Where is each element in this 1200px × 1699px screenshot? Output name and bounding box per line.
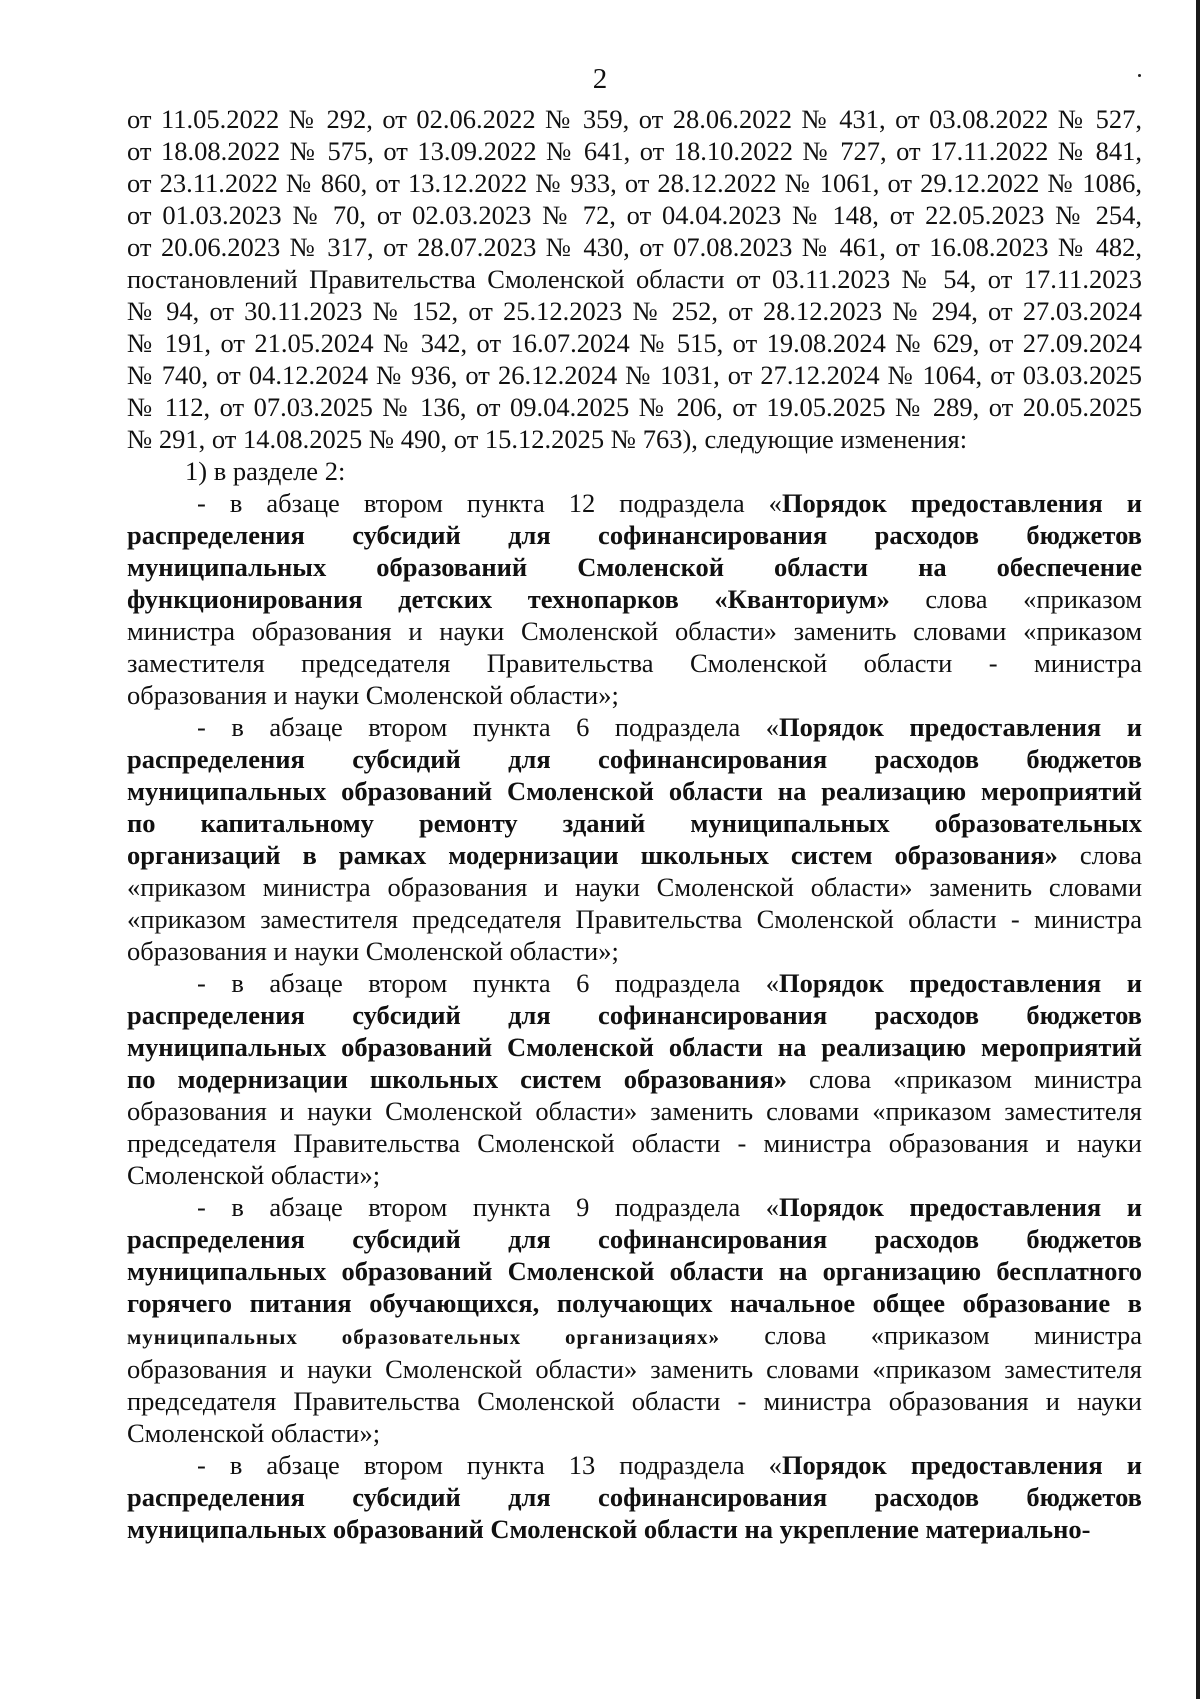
bold-text-segment: муниципальных образовательных организациях» xyxy=(127,1325,720,1349)
text-segment: № 112, от 07.03.2025 № 136, от 09.04.2025 № 206, от 19.05.2025 № 289, от 20.05.2025 xyxy=(127,392,1142,422)
text-segment: - в абзаце втором пункта 6 подраздела « xyxy=(197,968,779,998)
text-segment: - в абзаце втором пункта 9 подраздела « xyxy=(197,1192,779,1222)
bold-text-segment: Порядок предоставления и xyxy=(778,712,1142,742)
text-segment: слова «приказом министра xyxy=(786,1064,1142,1094)
bold-text-segment: распределения субсидий для софинансирования расходов бюджетов xyxy=(127,520,1142,550)
text-line xyxy=(127,1095,1142,1127)
text-segment: образования и науки Смоленской области» заменить словами «приказом заместителя xyxy=(127,1096,1142,1126)
text-segment: слова «приказом xyxy=(889,584,1142,614)
bold-text-segment: по капитальному ремонту зданий муниципальных образовательных xyxy=(127,808,1142,838)
text-line xyxy=(127,455,1142,487)
text-line xyxy=(127,1031,1142,1063)
text-line xyxy=(127,1127,1142,1159)
text-line xyxy=(127,1319,1142,1353)
text-line xyxy=(127,807,1142,839)
text-line xyxy=(127,743,1142,775)
text-line xyxy=(127,359,1142,391)
bold-text-segment: распределения субсидий для софинансирования расходов бюджетов xyxy=(127,1482,1142,1512)
text-segment: № 740, от 04.12.2024 № 936, от 26.12.2024 № 1031, от 27.12.2024 № 1064, от 03.03.2025 xyxy=(127,360,1142,390)
bold-text-segment: Порядок предоставления и xyxy=(781,488,1142,518)
text-segment: Смоленской области»; xyxy=(127,1160,381,1190)
text-line xyxy=(127,167,1142,199)
bold-text-segment: распределения субсидий для софинансирования расходов бюджетов xyxy=(127,744,1142,774)
text-line xyxy=(127,1223,1142,1255)
text-line xyxy=(127,327,1142,359)
text-line xyxy=(127,711,1142,743)
text-line xyxy=(127,583,1142,615)
text-segment: от 18.08.2022 № 575, от 13.09.2022 № 641, от 18.10.2022 № 727, от 17.11.2022 № 841, xyxy=(127,136,1142,166)
text-line xyxy=(127,487,1142,519)
text-segment: слова xyxy=(1057,840,1142,870)
page-number: 2 xyxy=(592,63,608,95)
text-line xyxy=(127,647,1142,679)
text-segment: № 291, от 14.08.2025 № 490, от 15.12.2025 № 763), следующие изменения: xyxy=(127,424,968,454)
document-body xyxy=(127,103,1142,1545)
text-line xyxy=(127,231,1142,263)
bold-text-segment: распределения субсидий для софинансирования расходов бюджетов xyxy=(127,1224,1142,1254)
text-segment: № 94, от 30.11.2023 № 152, от 25.12.2023 № 252, от 28.12.2023 № 294, от 27.03.2024 xyxy=(127,296,1142,326)
text-line xyxy=(127,1287,1142,1319)
text-segment: образования и науки Смоленской области»; xyxy=(127,936,619,966)
text-segment: министра образования и науки Смоленской области» заменить словами «приказом xyxy=(127,616,1142,646)
text-line xyxy=(127,839,1142,871)
text-line xyxy=(127,775,1142,807)
text-segment: - в абзаце втором пункта 6 подраздела « xyxy=(197,712,779,742)
text-segment: - в абзаце втором пункта 13 подраздела « xyxy=(197,1450,782,1480)
text-segment: образования и науки Смоленской области»; xyxy=(127,680,619,710)
text-segment: председателя Правительства Смоленской области - министра образования и науки xyxy=(127,1128,1142,1158)
bold-text-segment: муниципальных образований Смоленской области на реализацию мероприятий xyxy=(127,1032,1142,1062)
text-segment: 1) в разделе 2: xyxy=(185,456,346,486)
bold-text-segment: муниципальных образований Смоленской области на укрепление материально- xyxy=(127,1514,1091,1544)
bold-text-segment: по модернизации школьных систем образования» xyxy=(127,1064,787,1094)
text-line xyxy=(127,1191,1142,1223)
text-line xyxy=(127,391,1142,423)
text-line xyxy=(127,1513,1142,1545)
text-segment: от 20.06.2023 № 317, от 28.07.2023 № 430, от 07.08.2023 № 461, от 16.08.2023 № 482, xyxy=(127,232,1142,262)
text-segment: от 11.05.2022 № 292, от 02.06.2022 № 359, от 28.06.2022 № 431, от 03.08.2022 № 527, xyxy=(127,104,1142,134)
bold-text-segment: распределения субсидий для софинансирования расходов бюджетов xyxy=(127,1000,1142,1030)
text-line xyxy=(127,871,1142,903)
text-line xyxy=(127,1449,1142,1481)
text-segment: - в абзаце втором пункта 12 подраздела « xyxy=(197,488,782,518)
text-segment: от 23.11.2022 № 860, от 13.12.2022 № 933, от 28.12.2022 № 1061, от 29.12.2022 № 1086, xyxy=(127,168,1142,198)
bold-text-segment: муниципальных образований Смоленской области на реализацию мероприятий xyxy=(127,776,1142,806)
text-line xyxy=(127,199,1142,231)
bold-text-segment: муниципальных образований Смоленской области на организацию бесплатного xyxy=(127,1256,1142,1286)
text-line xyxy=(127,1481,1142,1513)
text-line xyxy=(127,551,1142,583)
text-line xyxy=(127,263,1142,295)
text-line xyxy=(127,1255,1142,1287)
text-segment: образования и науки Смоленской области» заменить словами «приказом заместителя xyxy=(127,1354,1142,1384)
bold-text-segment: функционирования детских технопарков «Кванториум» xyxy=(127,584,890,614)
text-line xyxy=(127,103,1142,135)
text-segment: № 191, от 21.05.2024 № 342, от 16.07.2024 № 515, от 19.08.2024 № 629, от 27.09.2024 xyxy=(127,328,1142,358)
bold-text-segment: Порядок предоставления и xyxy=(778,1192,1142,1222)
text-segment: постановлений Правительства Смоленской области от 03.11.2023 № 54, от 17.11.2023 xyxy=(127,264,1142,294)
text-line xyxy=(127,295,1142,327)
bold-text-segment: горячего питания обучающихся, получающих начальное общее образование в xyxy=(127,1288,1142,1318)
bold-text-segment: организаций в рамках модернизации школьных систем образования» xyxy=(127,840,1058,870)
text-segment: от 01.03.2023 № 70, от 02.03.2023 № 72, от 04.04.2023 № 148, от 22.05.2023 № 254, xyxy=(127,200,1142,230)
text-line xyxy=(127,519,1142,551)
text-segment: «приказом министра образования и науки Смоленской области» заменить словами xyxy=(127,872,1142,902)
text-line xyxy=(127,999,1142,1031)
text-line xyxy=(127,679,1142,711)
text-line xyxy=(127,1417,1142,1449)
scan-edge xyxy=(1196,0,1200,1699)
text-line xyxy=(127,135,1142,167)
text-line xyxy=(127,1353,1142,1385)
text-line xyxy=(127,615,1142,647)
text-line xyxy=(127,935,1142,967)
text-line xyxy=(127,1063,1142,1095)
text-line xyxy=(127,423,1142,455)
text-segment: «приказом заместителя председателя Правительства Смоленской области - министра xyxy=(127,904,1142,934)
text-line xyxy=(127,1385,1142,1417)
text-segment: председателя Правительства Смоленской области - министра образования и науки xyxy=(127,1386,1142,1416)
text-line xyxy=(127,967,1142,999)
text-segment: Смоленской области»; xyxy=(127,1418,381,1448)
text-line xyxy=(127,903,1142,935)
bold-text-segment: Порядок предоставления и xyxy=(778,968,1142,998)
text-segment: заместителя председателя Правительства Смоленской области - министра xyxy=(127,648,1142,678)
text-line xyxy=(127,1159,1142,1191)
text-segment: слова «приказом министра xyxy=(719,1320,1142,1350)
bold-text-segment: муниципальных образований Смоленской области на обеспечение xyxy=(127,552,1142,582)
bold-text-segment: Порядок предоставления и xyxy=(781,1450,1142,1480)
